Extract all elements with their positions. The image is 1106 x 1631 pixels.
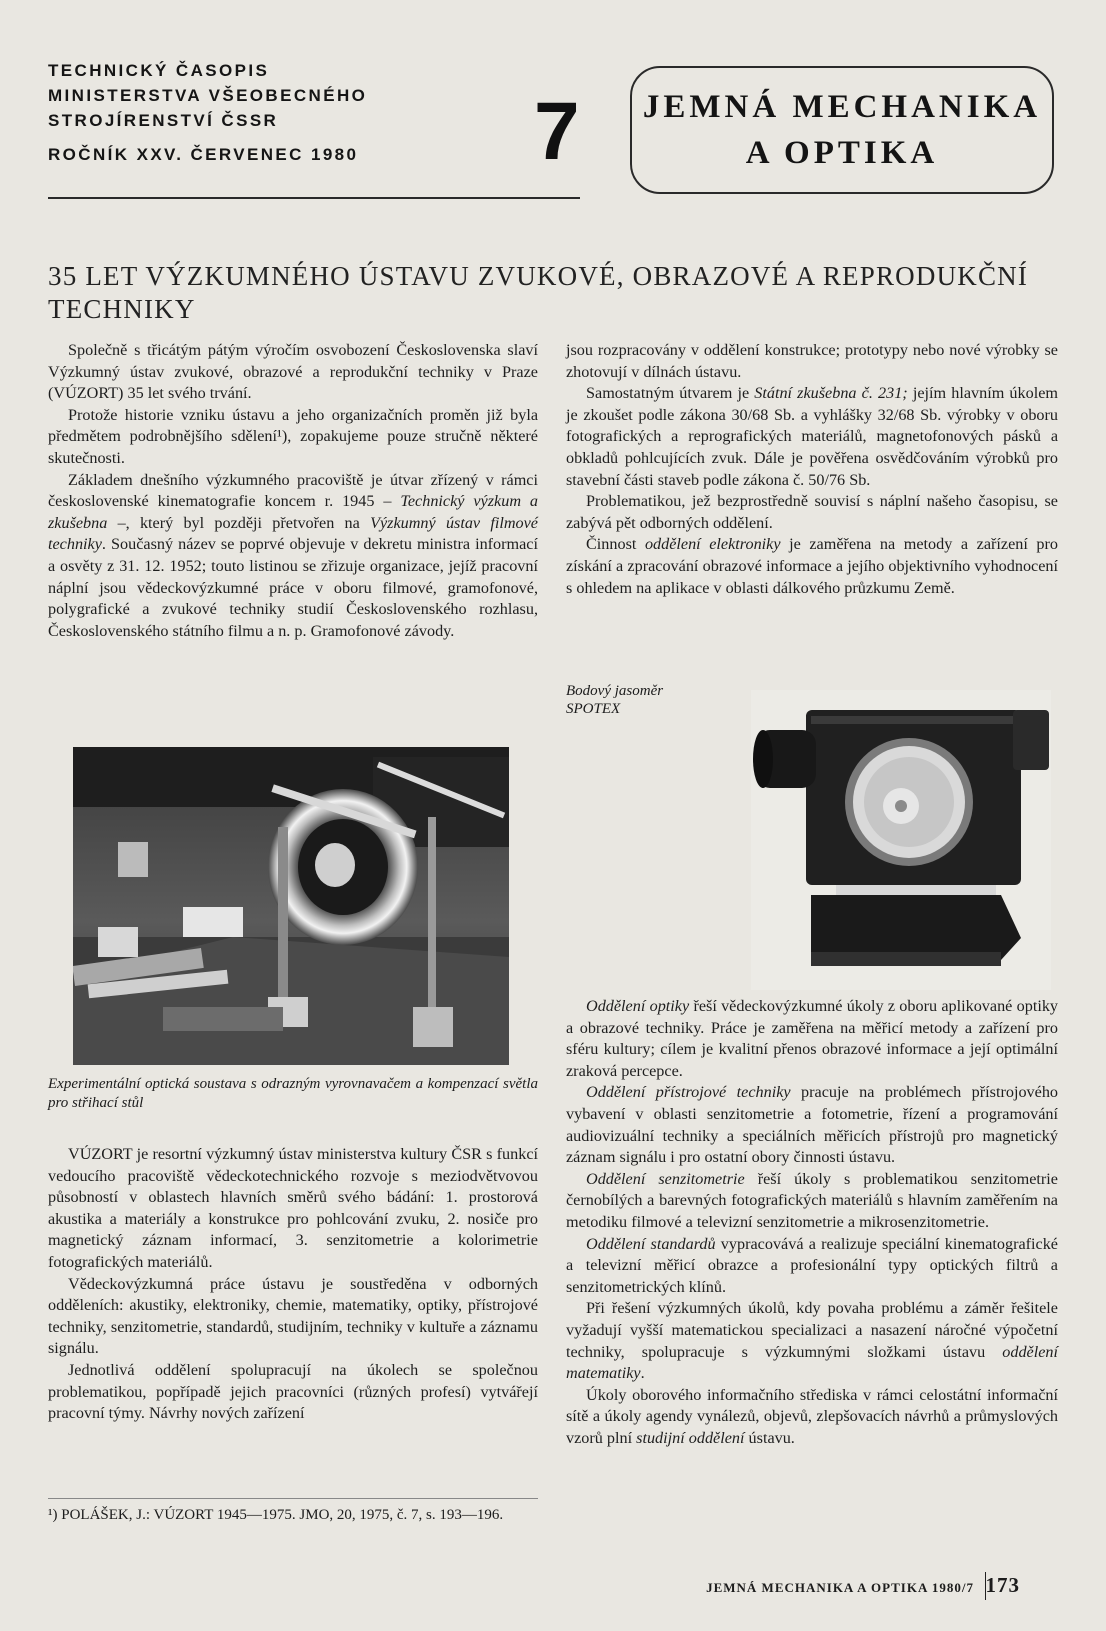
- footnote-rule: [48, 1498, 538, 1499]
- paragraph: Problematikou, jež bezprostředně souvisí s náplní našeho časopisu, se zabývá pět odborných oddělení.: [566, 492, 1058, 532]
- column-2: [566, 340, 1058, 599]
- text-run: Při řešení výzkumných úkolů, kdy povaha problému a záměr řešitele vyžadují vyšší matematickou specializaci a nasazení náročné výpočetní techniky, spolupracuje s výzkumnými složkami ústavu: [566, 1299, 1058, 1361]
- journal-title-line-2: A OPTIKA: [745, 135, 939, 171]
- emphasis: Oddělení přístrojové techniky: [586, 1083, 791, 1102]
- column-1: [48, 340, 538, 642]
- column-3: [48, 1144, 538, 1425]
- paragraph: [566, 534, 1058, 599]
- emphasis: Technický výzkum a zkušebna: [48, 492, 539, 532]
- spotex-photometer-illustration: [751, 690, 1051, 990]
- paragraph: Vědeckovýzkumná práce ústavu je soustředěna v odborných odděleních: akustiky, elektroniky, chemie, matematiky, optiky, přístrojové techniky, senzitometrie, standardů, studijním, techniky v kultuře a záznamu signálu.: [48, 1274, 538, 1358]
- text-run: řeší úkoly s problematikou senzitometrie černobílých a barevných fotografických materiálů s hlavním zaměřením na metodiku filmové a televizní senzitometrie a mikrosenzitometrie.: [566, 1169, 1058, 1231]
- optical-system-photo: [73, 747, 509, 1065]
- emphasis: Státní zkušebna č. 231;: [754, 384, 908, 403]
- paragraph: VÚZORT je resortní výzkumný ústav ministerstva kultury ČSR s funkcí vedoucího pracoviště vědeckotechnického rozvoje s meziodvětvovou působností v oblastech hlavních směrů svého bádání: 1. prostorová akustika a materiály a konstrukce pro pohlcování zvuku, 2. nosiče pro magnetický záznam informací, 3. senzitometrie a kolorimetrie fotografických materiálů.: [48, 1145, 538, 1271]
- running-title: JEMNÁ MECHANIKA A OPTIKA 1980/7: [706, 1580, 974, 1595]
- paragraph: [566, 1082, 1058, 1168]
- text-run: je zaměřena na metody a zařízení pro získání a zpracování obrazové informace a jejího objektivního vyhodnocení s ohledem na aplikace v oblasti dálkového průzkumu Země.: [566, 535, 1058, 597]
- journal-title-box: [630, 66, 1054, 194]
- text-run: ústavu.: [744, 1428, 795, 1447]
- volume-date: ROČNÍK XXV. ČERVENEC 1980: [48, 145, 359, 164]
- paragraph: jsou rozpracovány v oddělení konstrukce; prototypy nebo nové výrobky se zhotovují v dílnách ústavu.: [566, 341, 1058, 381]
- emphasis: Výzkumný ústav filmové techniky: [48, 513, 538, 554]
- paragraph: [566, 1234, 1058, 1299]
- emphasis: Oddělení optiky: [586, 997, 690, 1015]
- emphasis: studijní oddělení: [636, 1428, 745, 1447]
- emphasis: oddělení elektroniky: [644, 535, 781, 554]
- issue-number: 7: [534, 86, 580, 177]
- column-4: [566, 996, 1058, 1449]
- optical-system-illustration: [73, 747, 509, 1065]
- paragraph: Protože historie vzniku ústavu a jeho organizačních proměn již byla předmětem podrobnějšího sdělení¹), zopakujeme pouze stručně některé skutečnosti.: [48, 405, 538, 467]
- paragraph: [566, 996, 1058, 1082]
- paragraph: Společně s třicátým pátým výročím osvobození Československa slaví Výzkumný ústav zvukové, obrazové a reprodukční techniky v Praze (VÚZORT) 35 let svého trvání.: [48, 341, 538, 403]
- text-run: . Současný název se poprvé objevuje v dekretu ministra informací a osvěty z 31. 12. 1952; touto listinou se zřizuje organizace, jejíž pracovní náplní jsou vědeckovýzkumné práce v oboru filmové, gramofonové, polygrafické a zvukové techniky studií Československého rozhlasu, Československého státního filmu a n. p. Gramofonové závody.: [48, 535, 538, 640]
- masthead: [48, 58, 367, 167]
- text-run: pracuje na problémech přístrojového vybavení v oblasti senzitometrie a fotometrie, řízení a programování audiovizuální techniky a speciálních měřicích přístrojů pro magnetický záznam signálu i pro ostatní obory činnosti ústavu.: [566, 1083, 1059, 1167]
- text-run: Základem dnešního výzkumného pracoviště je útvar zřízený v rámci československé kinematografie koncem r. 1945 –: [48, 470, 538, 511]
- masthead-line-2: MINISTERSTVA VŠEOBECNÉHO: [48, 86, 368, 105]
- emphasis: Oddělení standardů: [586, 1234, 716, 1253]
- paragraph: [566, 1385, 1058, 1450]
- figure-caption-left: Experimentální optická soustava s odrazným vyrovnavačem a kompenzací světla pro střihací stůl: [48, 1076, 538, 1111]
- masthead-line-1: TECHNICKÝ ČASOPIS: [48, 61, 270, 80]
- journal-title-line-1: JEMNÁ MECHANIKA: [642, 89, 1042, 125]
- paragraph: [566, 1298, 1058, 1384]
- figure-caption-right: [566, 682, 726, 718]
- spotex-photometer-photo: [751, 690, 1051, 990]
- emphasis: Oddělení senzitometrie: [586, 1169, 745, 1188]
- text-run: Činnost: [586, 535, 645, 554]
- paragraph: [566, 1169, 1058, 1234]
- text-run: řeší vědeckovýzkumné úkoly z oboru aplikované optiky a obrazové techniky. Práce je zaměřena na měřicí metody a zařízení pro sféru kultury; cílem je kvalitní přenos obrazové informace a její optimální zraková percepce.: [566, 997, 1059, 1080]
- paragraph: [48, 470, 538, 643]
- masthead-rule: [48, 197, 580, 199]
- text-run: jejím hlavním úkolem je zkoušet podle zákona 30/68 Sb. a vyhlášky 32/68 Sb. výrobky v oboru fotografických a reprografických materiálů, magnetofonových pásků a obkladů pohlcujících zvuk. Dále je pověřena osvědčováním výrobků pro stavební části staveb podle zákona č. 50/76 Sb.: [566, 384, 1058, 489]
- text-run: Samostatným útvarem je: [586, 384, 755, 403]
- article-title: 35 LET VÝZKUMNÉHO ÚSTAVU ZVUKOVÉ, OBRAZOVÉ A REPRODUKČNÍ TECHNIKY: [48, 261, 1029, 324]
- page-footer: [700, 1570, 1058, 1600]
- caption-line: SPOTEX: [566, 701, 621, 717]
- emphasis: oddělení matematiky: [566, 1342, 1058, 1383]
- paragraph: Jednotlivá oddělení spolupracují na úkolech se společnou problematikou, popřípadě jejich pracovníci (různých profesí) vytvářejí pracovní týmy. Návrhy nových zařízení: [48, 1360, 538, 1423]
- paragraph: [566, 383, 1058, 491]
- text-run: vypracovává a realizuje speciální kinematografické a televizní měřicí obrazce a profesionální typy optických filtrů a senzitometrických klínů.: [566, 1234, 1058, 1296]
- text-run: .: [640, 1364, 645, 1383]
- footnote: ¹) POLÁŠEK, J.: VÚZORT 1945—1975. JMO, 20, 1975, č. 7, s. 193—196.: [48, 1507, 504, 1523]
- text-run: –, který byl později přetvořen na: [107, 513, 371, 532]
- page-number: 173: [985, 1573, 1020, 1597]
- caption-line: Bodový jasoměr: [566, 683, 664, 699]
- masthead-line-3: STROJÍRENSTVÍ ČSSR: [48, 111, 279, 130]
- text-run: Úkoly oborového informačního střediska v rámci celostátní informační sítě a úkoly agendy vynálezů, objevů, zlepšovacích návrhů a průmyslových vzorů plní: [566, 1385, 1058, 1447]
